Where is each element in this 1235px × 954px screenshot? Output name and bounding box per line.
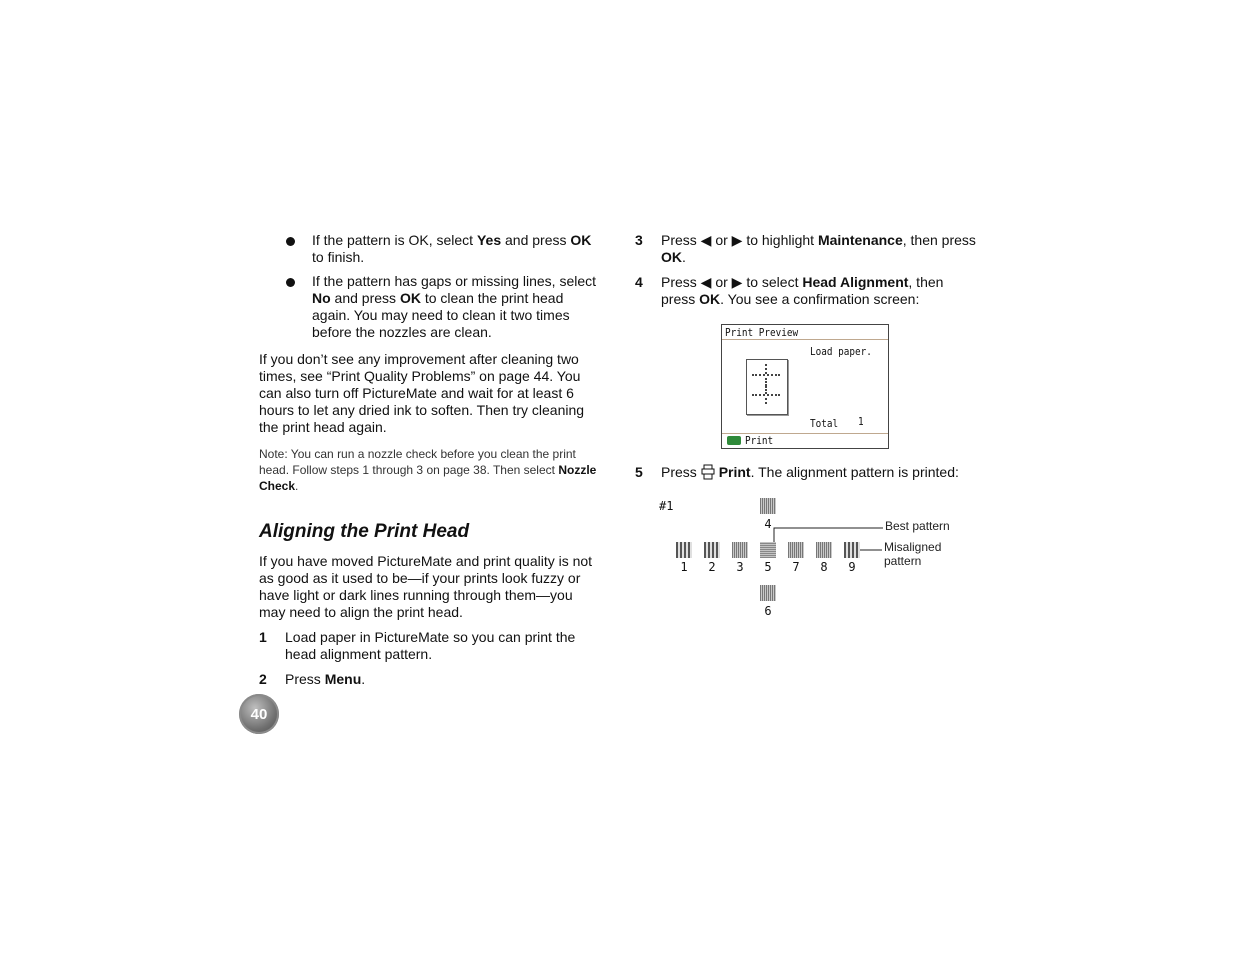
lcd-title: Print Preview xyxy=(725,326,799,339)
lcd-total-value: 1 xyxy=(858,415,864,428)
page-number-badge: 40 xyxy=(239,694,279,734)
lcd-print-label: Print xyxy=(745,434,774,447)
preview-dots xyxy=(765,386,769,394)
step-number: 2 xyxy=(259,671,267,687)
lcd-load-paper: Load paper. xyxy=(810,345,872,358)
step-number: 5 xyxy=(635,464,643,480)
lcd-total-label: Total xyxy=(810,417,839,430)
pattern-label: 1 xyxy=(680,560,688,574)
pattern-id: #1 xyxy=(659,499,674,513)
pattern-label: 9 xyxy=(848,560,856,574)
paper-preview-icon xyxy=(746,359,788,415)
pattern-label: 6 xyxy=(764,604,772,618)
step-5-text: Press Print. The alignment pattern is printed: xyxy=(661,464,979,484)
lcd-confirmation-screen xyxy=(721,324,889,449)
preview-dots xyxy=(765,364,769,374)
paragraph-improvement: If you don’t see any improvement after cleaning two times, see “Print Quality Problems” on page 44. You can also turn off PictureMate and wait for at least 6 hours to let any dried ink to soften. Then try cleaning the print head again. xyxy=(259,351,585,435)
step-number: 3 xyxy=(635,232,643,248)
bullet-item-gaps: If the pattern has gaps or missing lines, select No and press OK to clean the print head again. You may need to clean it two times before the nozzles are clean. xyxy=(312,273,597,340)
bullet-item-ok: If the pattern is OK, select Yes and press OK to finish. xyxy=(312,232,592,265)
step-3-text: Press ◀ or ▶ to highlight Maintenance, then press OK. xyxy=(661,232,976,265)
step-number: 1 xyxy=(259,629,267,645)
pattern-label: 5 xyxy=(764,560,772,574)
pattern-label: 4 xyxy=(764,517,772,531)
lcd-divider xyxy=(722,339,888,340)
note: Note: You can run a nozzle check before you clean the print head. Follow steps 1 through 3 on page 38. Then select Nozzle Check. xyxy=(259,447,597,493)
preview-dots xyxy=(765,398,769,404)
pattern-label: 7 xyxy=(792,560,800,574)
printer-icon xyxy=(701,464,715,484)
pattern-label: 2 xyxy=(708,560,716,574)
print-icon xyxy=(727,436,741,445)
alignment-pattern xyxy=(655,495,955,625)
bullet-dot xyxy=(286,278,295,287)
misaligned-pattern-label: Misaligned pattern xyxy=(884,540,942,568)
preview-dots xyxy=(765,378,769,386)
bullet-dot xyxy=(286,237,295,246)
step-4-text: Press ◀ or ▶ to select Head Alignment, then press OK. You see a confirmation screen: xyxy=(661,274,944,307)
section-heading: Aligning the Print Head xyxy=(259,521,470,542)
pattern-label: 8 xyxy=(820,560,828,574)
pattern-label: 3 xyxy=(736,560,744,574)
step-2-text: Press Menu. xyxy=(285,671,366,687)
step-number: 4 xyxy=(635,274,643,290)
step-1-text: Load paper in PictureMate so you can print the head alignment pattern. xyxy=(285,629,576,662)
paragraph-intro: If you have moved PictureMate and print quality is not as good as it used to be—if your prints look fuzzy or have light or dark lines running through them—you may need to align the print head. xyxy=(259,553,593,620)
best-pattern-label: Best pattern xyxy=(885,519,950,533)
